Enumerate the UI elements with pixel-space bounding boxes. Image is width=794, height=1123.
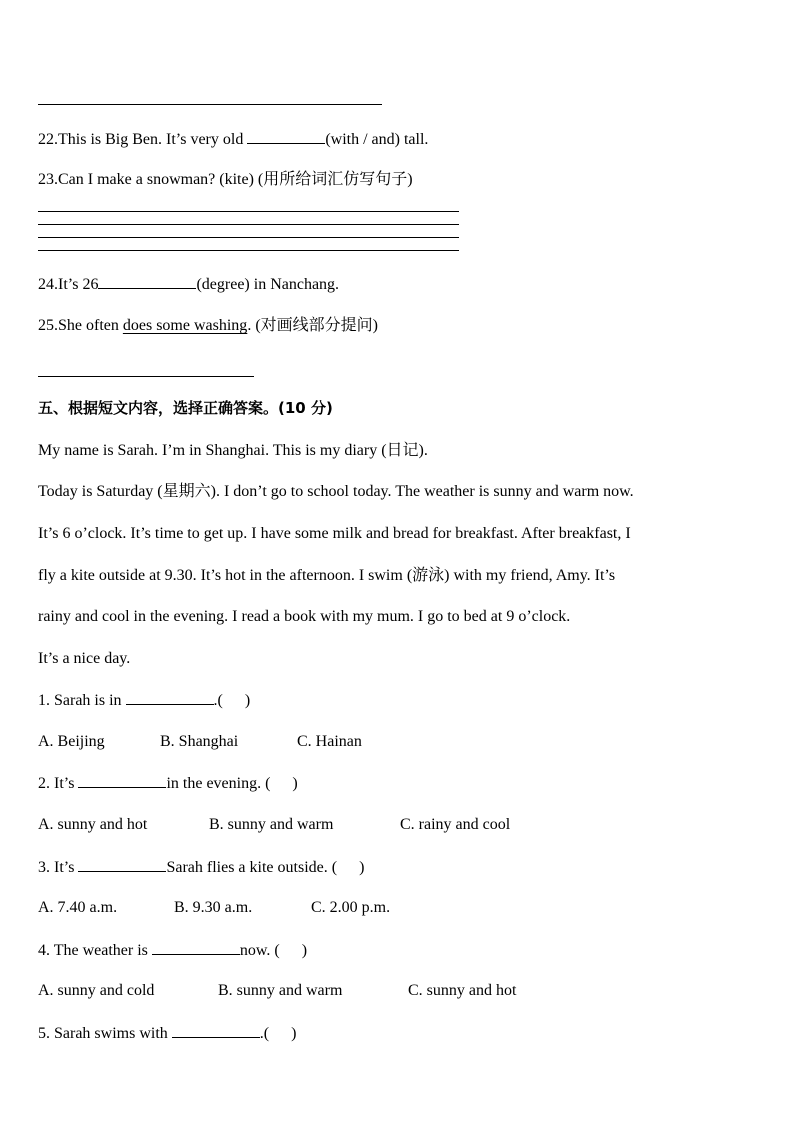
passage-line-5: rainy and cool in the evening. I read a book with my mum. I go to bed at 9 o’clock. [38, 608, 571, 625]
q24-text-after: (degree) in Nanchang. [196, 276, 340, 293]
q25-text-before: 25.She often [38, 317, 123, 334]
passage-line-3: It’s 6 o’clock. It’s time to get up. I have some milk and bread for breakfast. After breakfast, I [38, 525, 631, 542]
answer-line-q21[interactable] [38, 104, 382, 105]
question-5-blank[interactable] [172, 1023, 260, 1038]
passage-line-2: Today is Saturday (星期六). I don’t go to school today. The weather is sunny and warm now. [38, 483, 634, 500]
question-2-text: 2. It’s [38, 775, 79, 792]
q4-option-c[interactable]: C. sunny and hot [408, 982, 517, 999]
question-5-close: ) [291, 1025, 297, 1042]
question-22 [38, 129, 428, 150]
question-2-blank[interactable] [78, 773, 166, 788]
q25-text-after: . (对画线部分提问) [247, 317, 378, 334]
q24-blank[interactable] [98, 274, 196, 289]
q24-text-before: 24.It’s 26 [38, 276, 99, 293]
question-5-text: 5. Sarah swims with [38, 1025, 172, 1042]
question-25 [38, 316, 378, 336]
q1-option-b[interactable]: B. Shanghai [160, 733, 239, 750]
answer-line-q23-1[interactable] [38, 211, 459, 212]
passage-line-6: It’s a nice day. [38, 650, 131, 667]
question-3-after: Sarah flies a kite outside. ( [166, 859, 338, 876]
q4-option-a[interactable]: A. sunny and cold [38, 982, 155, 999]
answer-line-q23-2[interactable] [38, 224, 459, 225]
question-1-blank[interactable] [126, 690, 214, 705]
q25-underlined-phrase: does some washing [122, 317, 248, 334]
answer-line-q23-4[interactable] [38, 250, 459, 251]
question-2 [38, 773, 298, 794]
question-23 [38, 170, 413, 190]
q3-option-c[interactable]: C. 2.00 p.m. [311, 899, 391, 916]
answer-line-q25[interactable] [38, 376, 254, 377]
question-1-text: 1. Sarah is in [38, 692, 126, 709]
question-2-close: ) [292, 775, 298, 792]
q22-blank[interactable] [247, 129, 325, 144]
question-4-text: 4. The weather is [38, 942, 152, 959]
question-4 [38, 940, 307, 961]
q22-text-before: 22.This is Big Ben. It’s very old [38, 131, 248, 148]
q2-option-c[interactable]: C. rainy and cool [400, 816, 511, 833]
question-2-after: in the evening. ( [166, 775, 271, 792]
question-4-after: now. ( [239, 942, 280, 959]
question-1 [38, 690, 250, 711]
question-3-close: ) [359, 859, 365, 876]
question-4-close: ) [301, 942, 308, 959]
q1-option-a[interactable]: A. Beijing [38, 733, 105, 750]
q22-text-after: (with / and) tall. [325, 131, 429, 148]
question-3-blank[interactable] [78, 857, 166, 872]
q2-option-b[interactable]: B. sunny and warm [209, 816, 334, 833]
question-3-text: 3. It’s [38, 859, 79, 876]
question-1-close: ) [244, 692, 251, 709]
section-5-heading: 五、根据短文内容，选择正确答案。(10 分) [38, 399, 333, 417]
question-24 [38, 274, 339, 295]
q23-text: 23.Can I make a snowman? (kite) (用所给词汇仿写句子) [38, 171, 413, 188]
question-5 [38, 1023, 296, 1044]
q3-option-b[interactable]: B. 9.30 a.m. [174, 899, 253, 916]
q3-option-a[interactable]: A. 7.40 a.m. [38, 899, 118, 916]
question-5-after: .( [259, 1025, 270, 1042]
answer-line-q23-3[interactable] [38, 237, 459, 238]
q2-option-a[interactable]: A. sunny and hot [38, 816, 148, 833]
question-3 [38, 857, 364, 878]
question-1-after: .( [213, 692, 223, 709]
q4-option-b[interactable]: B. sunny and warm [218, 982, 343, 999]
question-4-blank[interactable] [152, 940, 240, 955]
passage-line-1: My name is Sarah. I’m in Shanghai. This is my diary (日记). [38, 442, 428, 459]
q1-option-c[interactable]: C. Hainan [297, 733, 362, 750]
passage-line-4: fly a kite outside at 9.30. It’s hot in the afternoon. I swim (游泳) with my friend, Amy. It’s [38, 567, 616, 584]
